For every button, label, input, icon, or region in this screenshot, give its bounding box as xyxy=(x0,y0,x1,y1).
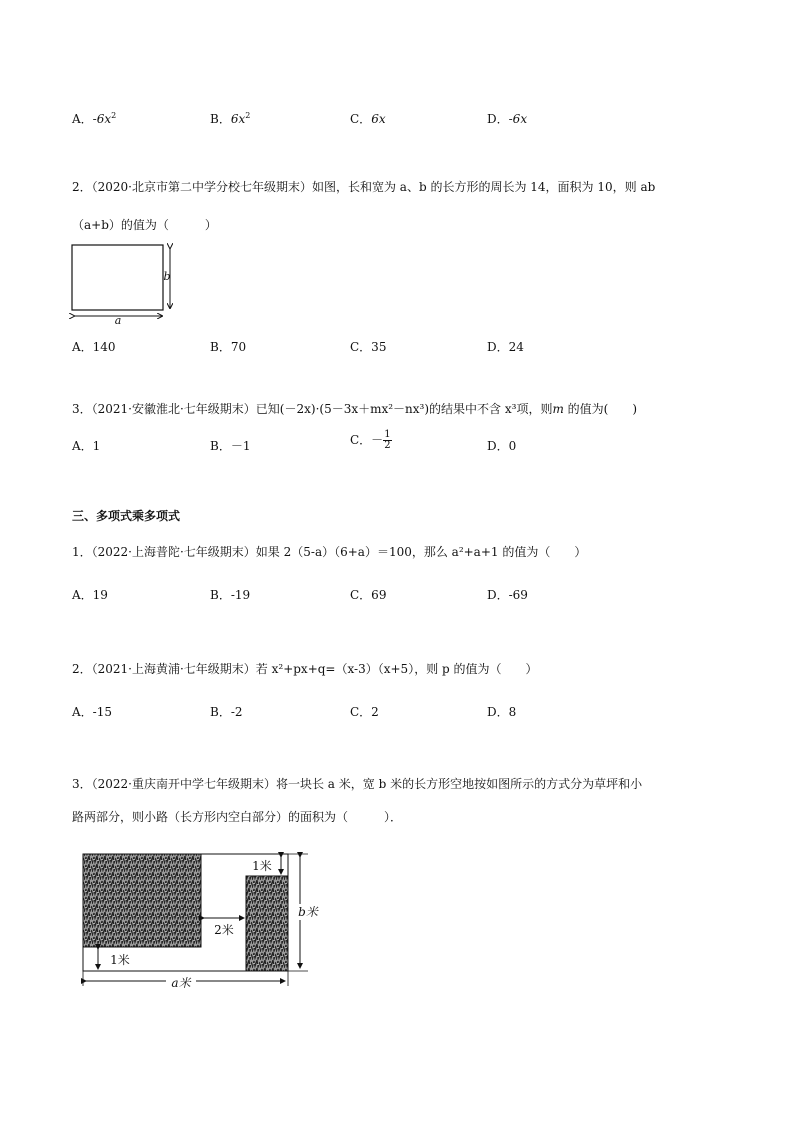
rectangle-shape xyxy=(72,245,163,310)
s3-q1-option-c: C．69 xyxy=(350,588,387,602)
s3-q1-text: 1．（2022·上海普陀·七年级期末）如果 2（5-a）（6+a）＝100，那么 a²+a+1 的值为（ ） xyxy=(72,545,587,559)
label-a: a米 xyxy=(171,976,191,990)
lawn-right xyxy=(246,876,288,971)
rectangle-figure xyxy=(66,240,186,328)
s3-q1-option-a: A．19 xyxy=(72,588,108,602)
label-1m-top: 1米 xyxy=(252,859,272,873)
q2-option-d: D．24 xyxy=(487,340,524,354)
rect-label-a: a xyxy=(114,314,122,327)
lawn-path-figure xyxy=(76,848,326,993)
q2-option-b: B．70 xyxy=(210,340,247,354)
s3-q2-option-d: D．8 xyxy=(487,705,517,719)
section-title: 三、多项式乘多项式 xyxy=(72,509,181,523)
q3-option-c: C．－ $\frac{1}{2}$ xyxy=(350,429,391,451)
s3-q1-option-b: B．-19 xyxy=(210,588,251,602)
s3-q1-option-d: D．-69 xyxy=(487,588,528,602)
label-2m: 2米 xyxy=(214,923,234,937)
lawn-left xyxy=(83,854,201,947)
s3-q2-text: 2．（2021·上海黄浦·七年级期末）若 x²+px+q=（x-3）（x+5），则 p 的值为（ ） xyxy=(72,662,538,676)
q0-option-c: C．6x xyxy=(350,112,386,126)
q2-rect-line2: （a+b）的值为（ ） xyxy=(72,218,217,232)
label-b: b米 xyxy=(298,905,318,919)
s3-q2-option-a: A．-15 xyxy=(72,705,112,719)
q2-option-a: A．140 xyxy=(72,340,116,354)
fraction: $\frac{1}{2}$ xyxy=(384,429,391,451)
rect-label-b: b xyxy=(163,270,171,283)
q3-poly-text: 3．（2021·安徽淮北·七年级期末）已知(－2x)·(5－3x＋mx²－nx³)的结果中不含 x³项，则m 的值为( ) xyxy=(72,402,638,416)
s3-q3-line2: 路两部分，则小路（长方形内空白部分）的面积为（ ）． xyxy=(72,810,403,824)
q3-option-b: B．－1 xyxy=(210,439,251,453)
s3-q2-option-b: B．-2 xyxy=(210,705,243,719)
q2-option-c: C．35 xyxy=(350,340,387,354)
q0-option-a: A．$-6x^2$ xyxy=(72,111,117,126)
q3-option-a: A．1 xyxy=(72,439,101,453)
s3-q3-line1: 3．（2022·重庆南开中学七年级期末）将一块长 a 米，宽 b 米的长方形空地按如图所示的方式分为草坪和小 xyxy=(72,777,643,791)
q3-option-d: D．0 xyxy=(487,439,517,453)
q0-option-d: D．-6x xyxy=(487,112,528,126)
s3-q2-option-c: C．2 xyxy=(350,705,379,719)
q2-rect-line1: 2．（2020·北京市第二中学分校七年级期末）如图，长和宽为 a、b 的长方形的周长为 14，面积为 10，则 ab xyxy=(72,180,656,194)
q0-option-b: B．$6x^2$ xyxy=(210,111,251,126)
label-1m-bottom: 1米 xyxy=(110,953,130,967)
